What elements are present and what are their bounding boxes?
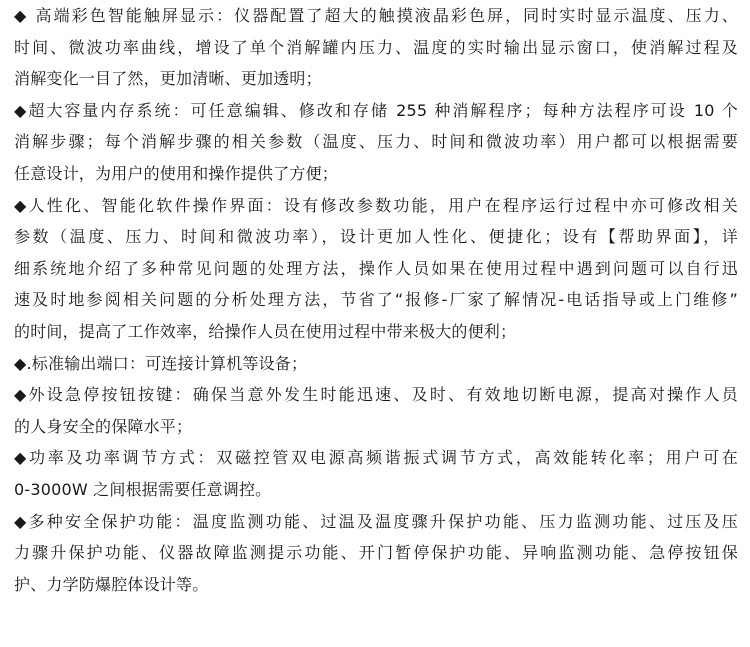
text-line: ◆超大容量内存系统：可任意编辑、修改和存储 255 种消解程序；每种方法程序可设 10 个 xyxy=(14,100,738,120)
text-line: ◆ 高端彩色智能触屏显示：仪器配置了超大的触摸液晶彩色屏，同时实时显示温度、压力、 xyxy=(14,6,738,25)
paragraph-safety-protection xyxy=(14,506,738,601)
text-line: ◆.标准输出端口：可连接计算机等设备； xyxy=(14,353,308,373)
text-line: 速及时地参阅相关问题的分析处理方法，节省了“报修-厂家了解情况-电话指导或上门维修” xyxy=(14,290,738,310)
text-line: 时间、微波功率曲线，增设了单个消解罐内压力、温度的实时输出显示窗口，使消解过程及 xyxy=(14,37,738,57)
document-body xyxy=(14,0,738,600)
text-line: 护、力学防爆腔体设计等。 xyxy=(14,574,209,594)
text-line: 的人身安全的保障水平； xyxy=(14,416,193,436)
text-line: ◆外设急停按钮按键：确保当意外发生时能迅速、及时、有效地切断电源，提高对操作人员 xyxy=(14,385,738,405)
text-line: 消解变化一目了然，更加清晰、更加透明； xyxy=(14,69,322,89)
text-line: 的时间，提高了工作效率，给操作人员在使用过程中带来极大的便利； xyxy=(14,321,517,341)
text-line: ◆人性化、智能化软件操作界面：设有修改参数功能，用户在程序运行过程中亦可修改相关 xyxy=(14,195,738,215)
text-line: ◆功率及功率调节方式：双磁控管双电源高频谐振式调节方式，高效能转化率；用户可在 xyxy=(14,448,738,468)
paragraph-memory-system xyxy=(14,95,738,190)
paragraph-software-interface xyxy=(14,190,738,348)
text-line: 消解步骤；每个消解步骤的相关参数（温度、压力、时间和微波功率）用户都可以根据需要 xyxy=(14,132,738,152)
paragraph-emergency-stop xyxy=(14,379,738,442)
text-line: 细系统地介绍了多种常见问题的处理方法，操作人员如果在使用过程中遇到问题可以自行迅 xyxy=(14,258,738,278)
text-line: ◆多种安全保护功能：温度监测功能、过温及温度骤升保护功能、压力监测功能、过压及压 xyxy=(14,511,738,531)
text-line: 任意设计，为用户的使用和操作提供了方便； xyxy=(14,163,339,183)
text-line: 参数（温度、压力、时间和微波功率），设计更加人性化、便捷化；设有【帮助界面】，详 xyxy=(14,227,738,247)
text-line: 0-3000W 之间根据需要任意调控。 xyxy=(14,479,272,499)
paragraph-output-port xyxy=(14,348,738,380)
text-line: 力骤升保护功能、仪器故障监测提示功能、开门暂停保护功能、异响监测功能、急停按钮保 xyxy=(14,543,738,563)
paragraph-power-regulation xyxy=(14,442,738,505)
paragraph-touchscreen-display xyxy=(14,0,738,95)
